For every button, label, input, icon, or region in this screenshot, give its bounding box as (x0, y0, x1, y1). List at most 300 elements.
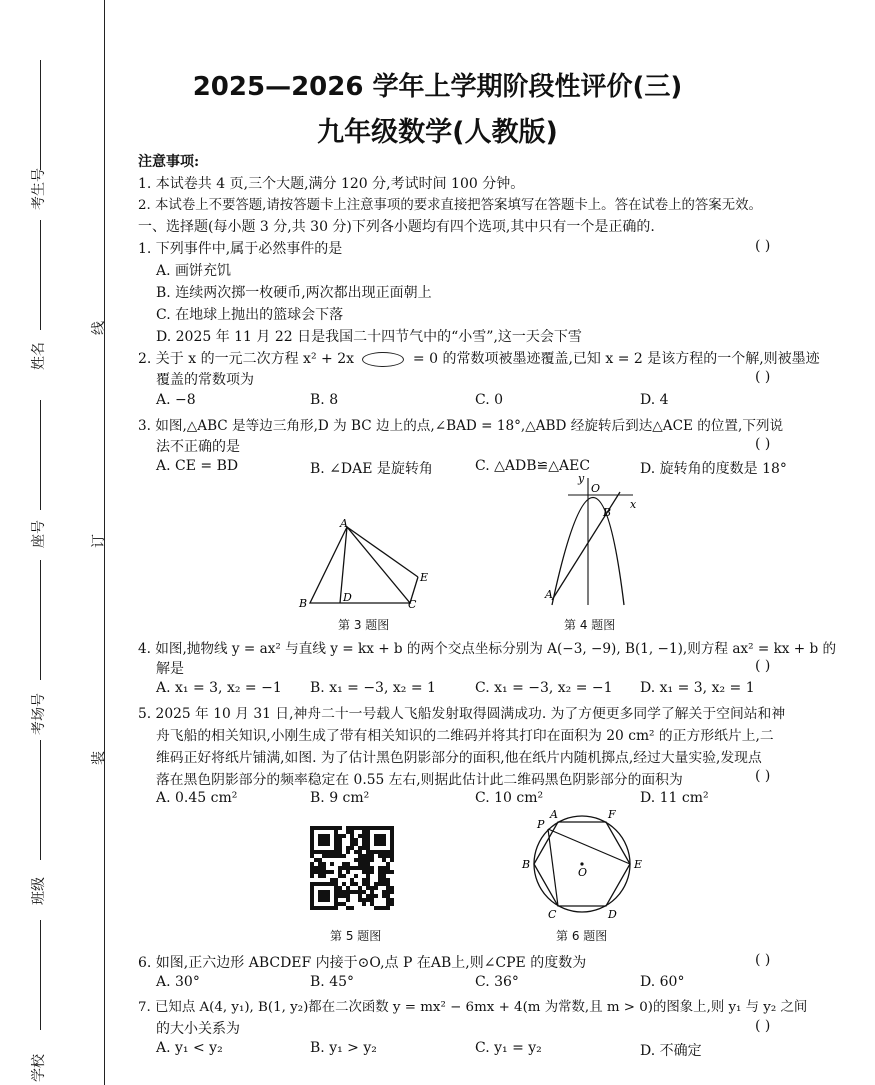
fig6-label-e: E (634, 858, 643, 871)
qr-module (310, 854, 314, 858)
qr-module (382, 842, 386, 846)
qr-module (326, 834, 330, 838)
qr-module (350, 826, 354, 830)
qr-module (366, 894, 370, 898)
exam-title: 2025—2026 学年上学期阶段性评价(三) (192, 72, 683, 102)
qr-module (378, 850, 382, 854)
q2-option-d: D. 4 (640, 392, 669, 408)
qr-module (322, 866, 326, 870)
qr-module (338, 838, 342, 842)
qr-module (346, 850, 350, 854)
qr-module (338, 842, 342, 846)
q5-answer-paren: ( ) (755, 768, 771, 784)
figure-5-caption: 第 5 题图 (330, 929, 382, 943)
qr-module (390, 858, 394, 862)
qr-code-image (310, 826, 394, 910)
qr-module (342, 882, 346, 886)
qr-module (318, 882, 322, 886)
qr-module (354, 842, 358, 846)
segment-pc (548, 829, 558, 906)
q1-option-c: C. 在地球上抛出的篮球会下落 (156, 307, 344, 323)
qr-module (386, 882, 390, 886)
qr-module (358, 858, 362, 862)
qr-module (378, 874, 382, 878)
qr-module (378, 838, 382, 842)
qr-module (358, 890, 362, 894)
qr-module (370, 890, 374, 894)
q6-option-a: A. 30° (156, 974, 200, 990)
q5-line-2: 舟飞船的相关知识,小刚生成了带有相关知识的二维码并将其打印在面积为 20 cm² 的正方形纸片上,二 (156, 728, 774, 744)
fig3-label-a: A (340, 517, 348, 530)
side-label-room: 考场号 (31, 693, 47, 735)
qr-module (358, 846, 362, 850)
qr-module (366, 898, 370, 902)
side-underline-room (40, 560, 41, 680)
fig3-label-c: C (408, 598, 417, 611)
q7-option-c: C. y₁ = y₂ (475, 1040, 542, 1056)
figure-6-caption: 第 6 题图 (556, 929, 608, 943)
qr-module (378, 906, 382, 910)
qr-module (386, 890, 390, 894)
qr-module (318, 862, 322, 866)
fig4-label-a: A (545, 588, 553, 601)
qr-module (334, 906, 338, 910)
qr-module (350, 878, 354, 882)
qr-module (314, 858, 318, 862)
qr-module (378, 834, 382, 838)
note-1: 1. 本试卷共 4 页,三个大题,满分 120 分,考试时间 100 分钟。 (138, 176, 525, 192)
qr-module (362, 842, 366, 846)
qr-module (358, 854, 362, 858)
qr-module (350, 882, 354, 886)
q5-line-4: 落在黑色阴影部分的频率稳定在 0.55 左右,则据此估计此二维码黑色阴影部分的面积为 (156, 772, 683, 788)
qr-module (370, 854, 374, 858)
qr-module (354, 890, 358, 894)
qr-module (370, 898, 374, 902)
qr-module (326, 882, 330, 886)
fig4-label-b: B (603, 506, 612, 519)
qr-module (330, 854, 334, 858)
qr-module (358, 826, 362, 830)
qr-module (322, 898, 326, 902)
qr-module (322, 838, 326, 842)
fig3-label-e: E (420, 571, 429, 584)
qr-module (366, 826, 370, 830)
q7-option-a: A. y₁ < y₂ (156, 1040, 223, 1056)
qr-module (382, 894, 386, 898)
fig6-label-f: F (608, 810, 616, 821)
qr-module (370, 870, 374, 874)
qr-module (354, 858, 358, 862)
qr-module (334, 890, 338, 894)
qr-module (378, 826, 382, 830)
qr-module (350, 842, 354, 846)
qr-module (310, 850, 314, 854)
qr-module (386, 850, 390, 854)
qr-module (318, 842, 322, 846)
qr-module (334, 878, 338, 882)
qr-module (338, 866, 342, 870)
qr-module (342, 866, 346, 870)
qr-module (350, 906, 354, 910)
qr-module (338, 846, 342, 850)
qr-module (338, 890, 342, 894)
q4-option-c: C. x₁ = −3, x₂ = −1 (475, 680, 613, 696)
qr-module (366, 886, 370, 890)
notes-heading: 注意事项: (138, 154, 200, 170)
fig3-label-b: B (299, 597, 308, 610)
qr-module (310, 874, 314, 878)
q4-option-d: D. x₁ = 3, x₂ = 1 (640, 680, 755, 696)
q6-option-d: D. 60° (640, 974, 685, 990)
qr-module (374, 882, 378, 886)
qr-module (334, 830, 338, 834)
qr-module (330, 870, 334, 874)
side-label-school: 学校 (31, 1054, 47, 1082)
side-label-class: 班级 (31, 877, 47, 905)
qr-module (322, 834, 326, 838)
qr-module (382, 906, 386, 910)
qr-module (322, 842, 326, 846)
qr-module (330, 906, 334, 910)
q2-option-c: C. 0 (475, 392, 504, 408)
qr-module (338, 854, 342, 858)
qr-module (346, 870, 350, 874)
qr-module (362, 854, 366, 858)
qr-module (358, 862, 362, 866)
qr-module (390, 842, 394, 846)
qr-module (314, 870, 318, 874)
fig6-label-d: D (608, 908, 617, 921)
qr-module (322, 850, 326, 854)
qr-module (366, 882, 370, 886)
qr-module (382, 874, 386, 878)
qr-module (378, 842, 382, 846)
q7-stem-2: 的大小关系为 (156, 1021, 240, 1037)
qr-module (346, 898, 350, 902)
qr-module (390, 854, 394, 858)
q3-stem-2: 法不正确的是 (156, 439, 240, 455)
q1-option-a: A. 画饼充饥 (156, 263, 232, 279)
triangle-abc (310, 527, 410, 603)
qr-module (358, 850, 362, 854)
qr-module (382, 882, 386, 886)
qr-module (366, 854, 370, 858)
qr-module (338, 850, 342, 854)
qr-module (322, 862, 326, 866)
q2-option-a: A. −8 (156, 392, 196, 408)
qr-module (342, 854, 346, 858)
fig6-label-o: O (578, 866, 588, 879)
figure-3 (290, 515, 440, 615)
figure-3-caption: 第 3 题图 (338, 618, 390, 632)
qr-module (326, 906, 330, 910)
qr-module (358, 886, 362, 890)
qr-module (362, 898, 366, 902)
qr-module (354, 874, 358, 878)
q5-line-1: 5. 2025 年 10 月 31 日,神舟二十一号载人飞船发射取得圆满成功. 为了方便更多同学了解关于空间站和神 (138, 706, 786, 722)
qr-module (310, 826, 314, 830)
qr-module (370, 886, 374, 890)
qr-module (318, 866, 322, 870)
qr-module (390, 886, 394, 890)
side-label-name: 姓名 (31, 342, 47, 370)
qr-module (338, 874, 342, 878)
qr-module (346, 906, 350, 910)
qr-module (346, 886, 350, 890)
qr-module (382, 850, 386, 854)
binding-mark-zhuang: 装 (91, 751, 107, 765)
q5-option-b: B. 9 cm² (310, 790, 370, 806)
qr-module (334, 898, 338, 902)
qr-module (334, 886, 338, 890)
qr-module (334, 894, 338, 898)
side-label-student-no: 考生号 (31, 168, 47, 210)
qr-module (374, 894, 378, 898)
qr-module (370, 850, 374, 854)
q4-stem: 4. 如图,抛物线 y = ax² 与直线 y = kx + b 的两个交点坐标分别为 A(−3, −9), B(1, −1),则方程 ax² = kx + b 的 (138, 641, 837, 657)
section-heading: 一、选择题(每小题 3 分,共 30 分)下列各小题均有四个选项,其中只有一个是正确的. (138, 219, 655, 235)
q6-option-b: B. 45° (310, 974, 355, 990)
qr-module (374, 906, 378, 910)
qr-module (310, 838, 314, 842)
qr-module (318, 858, 322, 862)
qr-module (318, 894, 322, 898)
qr-module (386, 898, 390, 902)
qr-module (362, 866, 366, 870)
qr-module (386, 866, 390, 870)
qr-module (318, 826, 322, 830)
qr-module (346, 890, 350, 894)
q5-option-a: A. 0.45 cm² (156, 790, 238, 806)
q7-option-d: D. 不确定 (640, 1043, 702, 1059)
qr-module (366, 842, 370, 846)
qr-module (366, 858, 370, 862)
q7-option-b: B. y₁ > y₂ (310, 1040, 377, 1056)
qr-module (338, 902, 342, 906)
qr-module (338, 894, 342, 898)
q4-answer-paren: ( ) (755, 658, 771, 674)
note-2: 2. 本试卷上不要答题,请按答题卡上注意事项的要求直接把答案填写在答题卡上。答在试卷上的答案无效。 (138, 198, 762, 213)
q4-option-b: B. x₁ = −3, x₂ = 1 (310, 680, 436, 696)
qr-module (362, 902, 366, 906)
binding-mark-line: 线 (91, 321, 107, 335)
q1-option-d: D. 2025 年 11 月 22 日是我国二十四节气中的“小雪”,这一天会下雪 (156, 329, 582, 345)
q3-option-d: D. 旋转角的度数是 18° (640, 461, 787, 477)
qr-module (374, 842, 378, 846)
qr-module (362, 826, 366, 830)
qr-module (318, 898, 322, 902)
qr-module (330, 850, 334, 854)
qr-module (358, 866, 362, 870)
qr-module (350, 834, 354, 838)
q6-stem: 6. 如图,正六边形 ABCDEF 内接于⊙O,点 P 在AB上,则∠CPE 的度数为 (138, 955, 587, 971)
qr-module (374, 826, 378, 830)
qr-module (310, 842, 314, 846)
qr-module (354, 866, 358, 870)
qr-module (310, 894, 314, 898)
fig6-label-c: C (548, 908, 557, 921)
qr-module (362, 830, 366, 834)
fig4-label-o: O (591, 482, 601, 495)
q2-stem-pre: 2. 关于 x 的一元二次方程 x² + 2x (138, 351, 354, 367)
q4-stem-2: 解是 (156, 661, 184, 677)
qr-module (390, 846, 394, 850)
qr-module (362, 882, 366, 886)
qr-module (326, 826, 330, 830)
qr-module (386, 886, 390, 890)
qr-module (382, 890, 386, 894)
q3-option-c: C. △ADB≌△AEC (475, 458, 591, 474)
ink-blot (362, 352, 404, 367)
qr-module (366, 850, 370, 854)
qr-module (334, 826, 338, 830)
qr-module (310, 862, 314, 866)
fig6-label-b: B (522, 858, 531, 871)
qr-module (382, 870, 386, 874)
qr-module (362, 862, 366, 866)
qr-module (330, 826, 334, 830)
qr-module (326, 850, 330, 854)
qr-module (378, 882, 382, 886)
q5-option-c: C. 10 cm² (475, 790, 544, 806)
qr-module (386, 826, 390, 830)
qr-module (338, 834, 342, 838)
q5-line-3: 维码正好将纸片铺满,如图. 为了估计黑色阴影部分的面积,他在纸片内随机掷点,经过大量实验,发现点 (156, 750, 762, 766)
qr-module (334, 834, 338, 838)
fig3-label-d: D (343, 591, 352, 604)
q2-answer-paren: ( ) (755, 369, 771, 385)
q1-answer-paren: ( ) (755, 238, 771, 254)
qr-module (366, 834, 370, 838)
qr-module (362, 834, 366, 838)
qr-module (330, 862, 334, 866)
side-underline-seat (40, 400, 41, 510)
qr-module (318, 834, 322, 838)
qr-module (310, 846, 314, 850)
qr-module (362, 838, 366, 842)
qr-module (330, 882, 334, 886)
qr-module (366, 838, 370, 842)
side-label-seat: 座号 (31, 520, 47, 548)
qr-module (346, 830, 350, 834)
fig4-label-x: x (630, 498, 637, 511)
qr-module (334, 838, 338, 842)
binding-mark-ding: 订 (91, 534, 107, 548)
qr-module (374, 850, 378, 854)
qr-module (310, 886, 314, 890)
qr-module (390, 902, 394, 906)
qr-module (386, 862, 390, 866)
qr-module (322, 874, 326, 878)
figure-4-caption: 第 4 题图 (564, 618, 616, 632)
qr-module (314, 906, 318, 910)
qr-module (334, 902, 338, 906)
qr-module (358, 894, 362, 898)
qr-module (350, 838, 354, 842)
qr-module (310, 898, 314, 902)
qr-module (318, 874, 322, 878)
qr-module (338, 870, 342, 874)
qr-module (358, 834, 362, 838)
qr-module (322, 854, 326, 858)
q3-stem: 3. 如图,△ABC 是等边三角形,D 为 BC 边上的点,∠BAD = 18°,△ABD 经旋转后到达△ACE 的位置,下列说 (138, 418, 784, 434)
qr-module (362, 890, 366, 894)
qr-module (354, 826, 358, 830)
qr-module (382, 838, 386, 842)
qr-module (334, 850, 338, 854)
side-underline-name (40, 220, 41, 330)
qr-module (354, 882, 358, 886)
qr-module (350, 890, 354, 894)
qr-module (382, 854, 386, 858)
qr-module (350, 830, 354, 834)
q7-stem: 7. 已知点 A(4, y₁), B(1, y₂)都在二次函数 y = mx² − 6mx + 4(m 为常数,且 m > 0)的图象上,则 y₁ 与 y₂ 之间 (138, 1000, 808, 1015)
qr-module (370, 858, 374, 862)
qr-module (346, 862, 350, 866)
qr-module (370, 902, 374, 906)
qr-module (342, 834, 346, 838)
qr-module (390, 830, 394, 834)
qr-module (342, 902, 346, 906)
qr-module (350, 846, 354, 850)
q5-option-d: D. 11 cm² (640, 790, 709, 806)
qr-module (346, 846, 350, 850)
qr-module (322, 870, 326, 874)
qr-module (386, 878, 390, 882)
qr-module (390, 890, 394, 894)
figure-6 (510, 810, 650, 922)
fig6-label-p: P (537, 818, 545, 831)
qr-module (378, 866, 382, 870)
segment-pe (548, 829, 630, 864)
qr-module (318, 906, 322, 910)
qr-module (390, 870, 394, 874)
qr-module (310, 882, 314, 886)
qr-module (366, 874, 370, 878)
qr-module (334, 882, 338, 886)
qr-module (390, 838, 394, 842)
qr-module (322, 890, 326, 894)
q2-stem-post: = 0 的常数项被墨迹覆盖,已知 x = 2 是该方程的一个解,则被墨迹 (412, 351, 820, 367)
qr-module (386, 906, 390, 910)
q1-stem: 1. 下列事件中,属于必然事件的是 (138, 241, 343, 257)
qr-module (326, 894, 330, 898)
qr-module (314, 826, 318, 830)
qr-module (366, 830, 370, 834)
qr-module (338, 826, 342, 830)
qr-module (390, 826, 394, 830)
qr-module (374, 834, 378, 838)
qr-module (342, 894, 346, 898)
qr-module (354, 850, 358, 854)
qr-module (342, 890, 346, 894)
qr-module (334, 842, 338, 846)
qr-module (330, 878, 334, 882)
side-underline-school (40, 920, 41, 1030)
qr-module (366, 862, 370, 866)
qr-module (334, 854, 338, 858)
qr-module (386, 870, 390, 874)
qr-module (386, 894, 390, 898)
q3-option-b: B. ∠DAE 是旋转角 (310, 461, 433, 477)
qr-module (322, 882, 326, 886)
q6-answer-paren: ( ) (755, 952, 771, 968)
qr-module (318, 870, 322, 874)
qr-module (378, 854, 382, 858)
q3-option-a: A. CE = BD (156, 458, 239, 474)
qr-module (378, 870, 382, 874)
